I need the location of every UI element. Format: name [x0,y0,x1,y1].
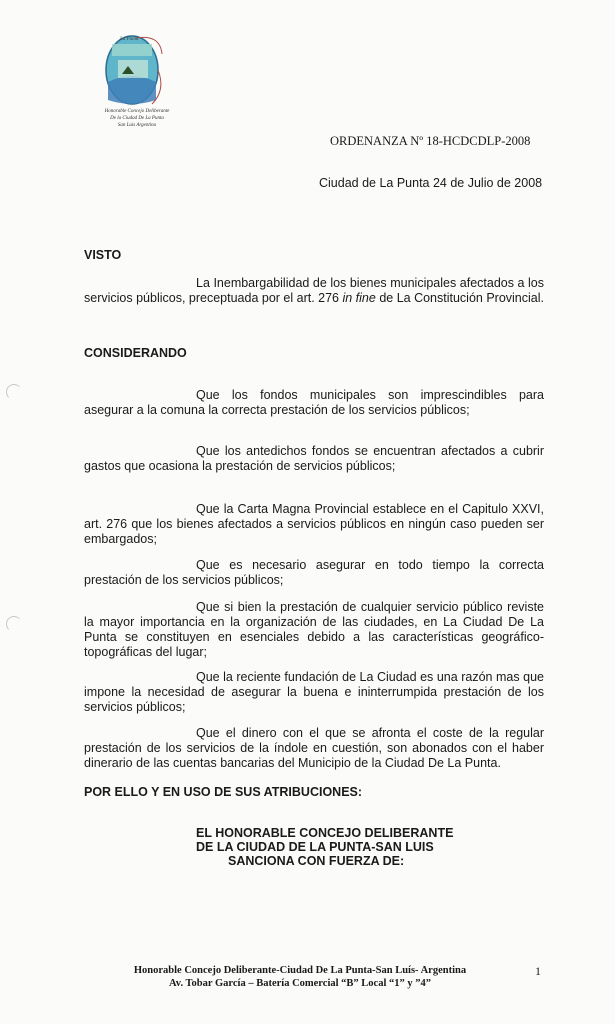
visto-text-italic: in fine [342,291,376,305]
considerando-paragraph [84,558,544,588]
sanciona-line: DE LA CIUDAD DE LA PUNTA-SAN LUIS [196,840,434,854]
logo-caption-line: Honorable Concejo Deliberante [104,109,170,114]
punch-hole-mark [6,616,22,632]
considerando-paragraph [84,600,544,660]
visto-text-post: de La Constitución Provincial. [375,291,544,305]
logo-caption [92,108,182,129]
visto-heading: VISTO [84,248,122,262]
paragraph-text: Que la Carta Magna Provincial establece en el Capitulo XXVI, art. 276 que los bienes afectados a servicios públicos en ningún caso pueden ser embargados; [84,502,544,546]
visto-text-pre: La Inembargabilidad de los bienes municipales afectados a los servicios públicos, preceptuada por el art. 276 [84,276,544,305]
por-ello-heading: POR ELLO Y EN USO DE SUS ATRIBUCIONES: [84,785,363,799]
logo-caption-line: De la Ciudad De La Punta [110,116,164,121]
punch-hole-mark [6,384,22,400]
considerando-paragraph [84,444,544,474]
paragraph-text: Que la reciente fundación de La Ciudad es una razón mas que impone la necesidad de asegurar la buena e ininterrumpida prestación de los servicios públicos; [84,670,544,714]
page-number: 1 [535,964,541,978]
visto-paragraph [84,276,544,306]
logo-caption-line: San Luis Argentina [117,123,157,128]
considerando-heading: CONSIDERANDO [84,346,187,360]
paragraph-text: Que los fondos municipales son imprescindibles para asegurar a la comuna la correcta prestación de los servicios públicos; [84,388,544,417]
considerando-paragraph [84,726,544,771]
sanciona-line: SANCIONA CON FUERZA DE: [228,854,405,868]
sanciona-line: EL HONORABLE CONCEJO DELIBERANTE [196,826,454,840]
paragraph-text: Que los antedichos fondos se encuentran afectados a cubrir gastos que ocasiona la prestación de servicios públicos; [84,444,544,473]
footer-line: Honorable Concejo Deliberante-Ciudad De La Punta-San Luís- Argentina [133,965,467,976]
ordinance-number: ORDENANZA Nº 18-HCDCDLP-2008 [330,134,531,148]
paragraph-text: Que el dinero con el que se afronta el coste de la regular prestación de los servicios de la índole en cuestión, son abonados con el haber dinerario de las cuentas bancarias del Municipio de la Ciudad De La Punta. [84,726,544,770]
considerando-paragraph [84,670,544,715]
document-date: Ciudad de La Punta 24 de Julio de 2008 [319,176,543,190]
considerando-paragraph [84,388,544,418]
svg-text:La Punta: La Punta [120,37,139,42]
considerando-paragraph [84,502,544,547]
footer [100,964,500,990]
footer-line: Av. Tobar García – Batería Comercial “B” Local “1” y ”4” [168,978,431,989]
paragraph-text: Que si bien la prestación de cualquier servicio público reviste la mayor importancia en la organización de las ciudades, en La Ciudad De La Punta se constituyen en esenciales debido a las características geográfico-topográficas del lugar; [84,600,544,659]
sanciona-block [196,826,453,868]
paragraph-text: Que es necesario asegurar en todo tiempo la correcta prestación de los servicios públicos; [84,558,544,587]
